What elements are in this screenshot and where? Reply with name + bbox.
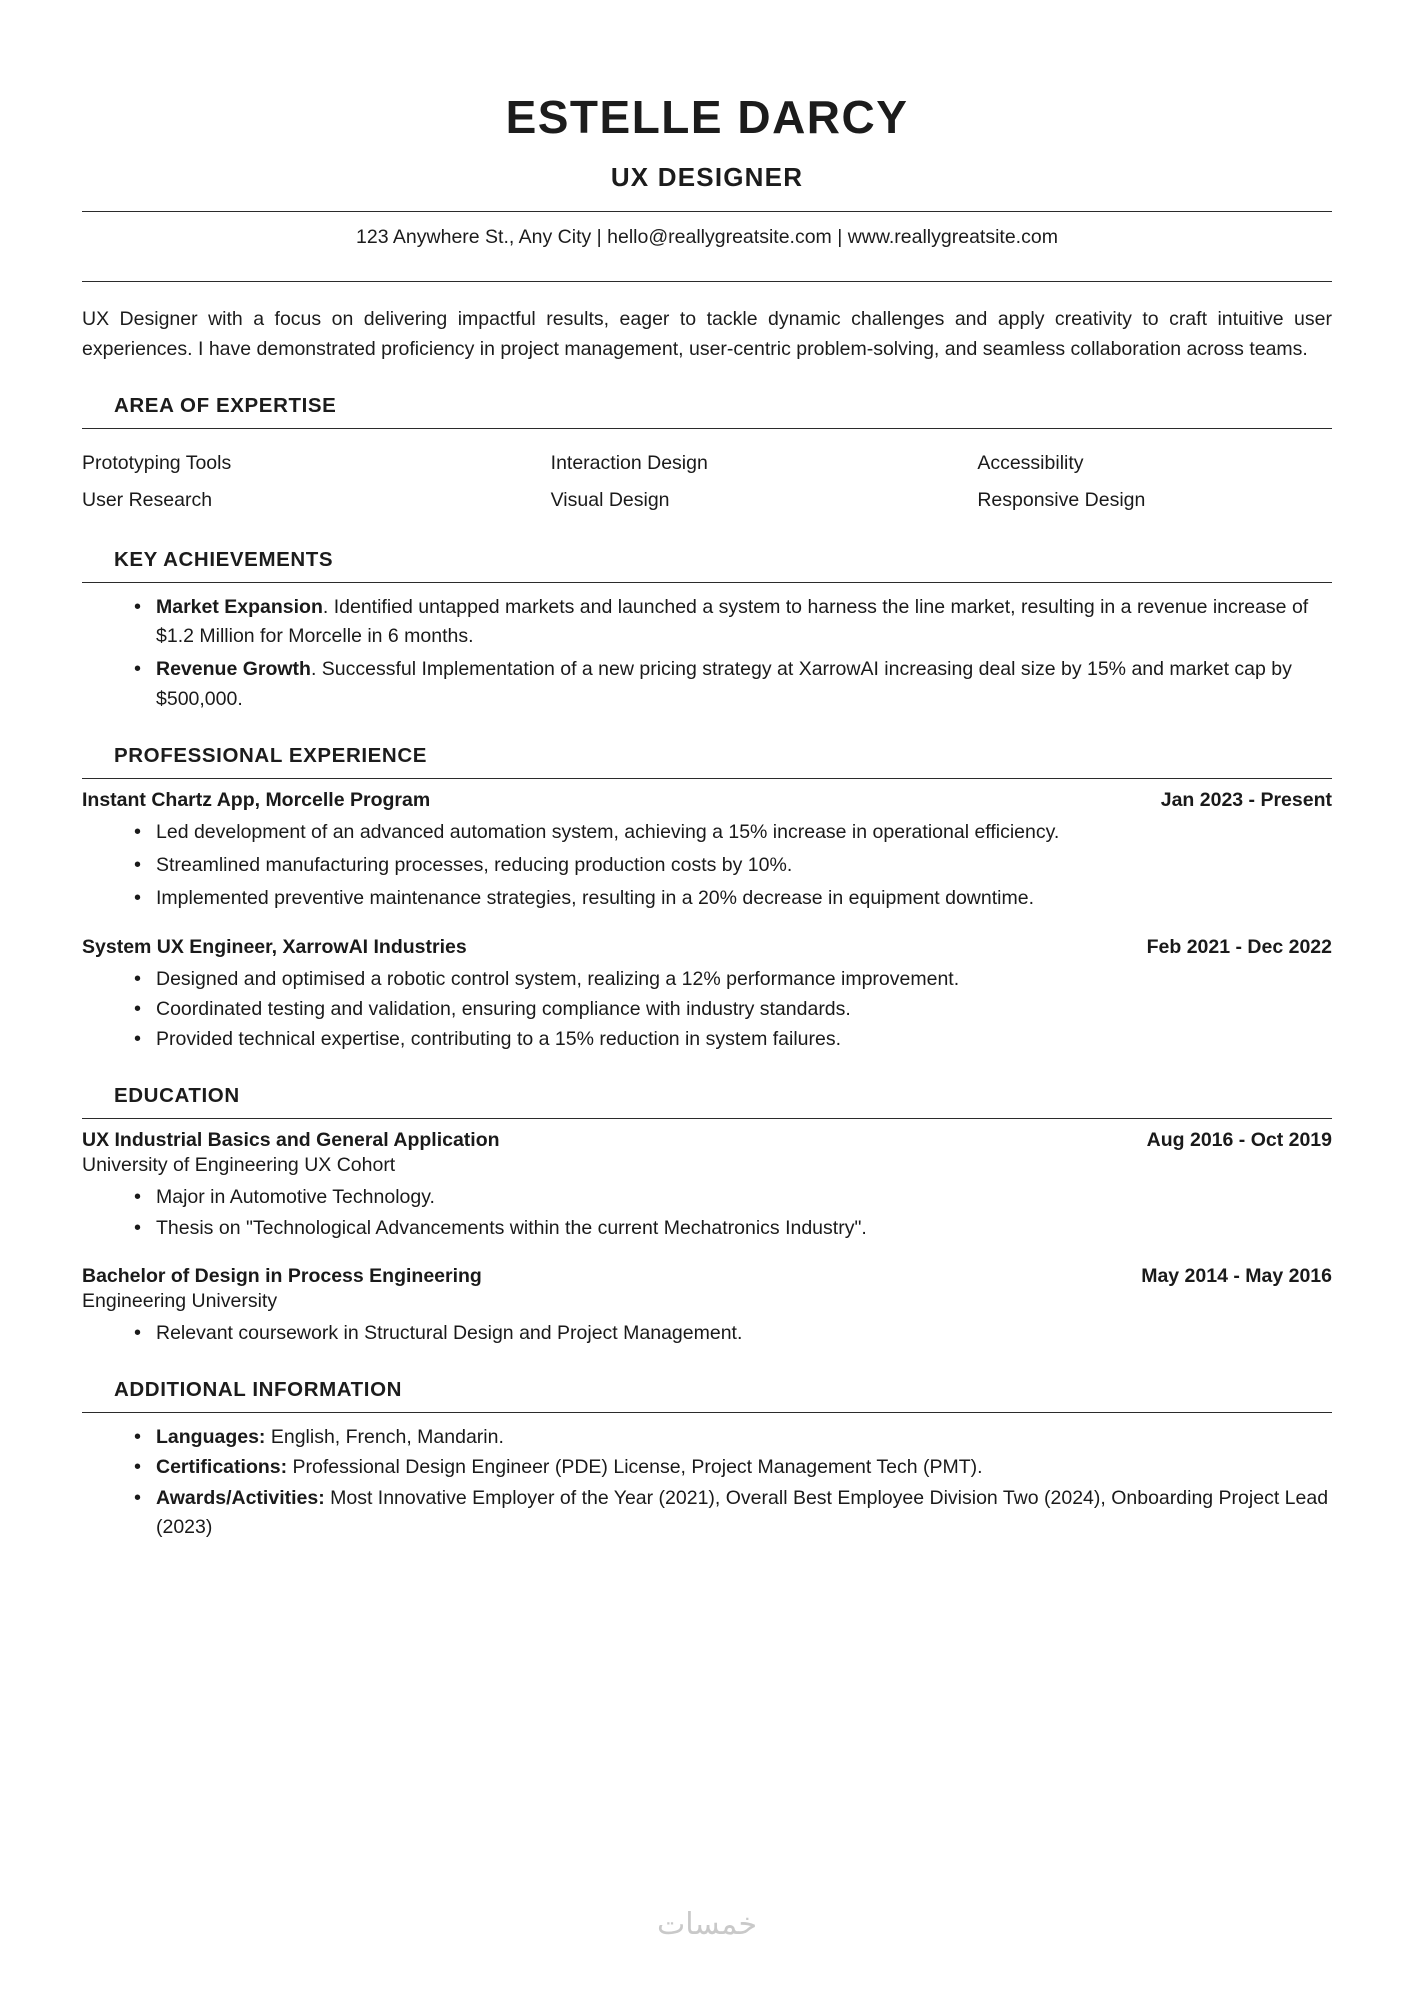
section-additional <box>82 1378 1332 1542</box>
section-rule-achievements <box>82 582 1332 583</box>
list-item: • Thesis on "Technological Advancements within the current Mechatronics Industry". <box>134 1214 1332 1243</box>
list-item: • Relevant coursework in Structural Design and Project Management. <box>134 1319 1332 1348</box>
education-school: Engineering University <box>82 1289 278 1312</box>
education-bullets <box>82 1319 1332 1348</box>
contact-line: 123 Anywhere St., Any City | hello@reallygreatsite.com | www.reallygreatsite.com <box>356 226 1058 248</box>
list-item <box>134 1484 1332 1543</box>
achievement-lead: Market Expansion <box>156 595 323 618</box>
section-title-expertise: AREA OF EXPERTISE <box>114 394 337 418</box>
additional-text: English, French, Mandarin. <box>265 1426 504 1449</box>
expertise-column-2 <box>509 445 906 518</box>
achievements-list <box>82 593 1332 714</box>
experience-role: Instant Chartz App, Morcelle Program <box>82 788 431 811</box>
expertise-grid <box>82 439 1332 518</box>
experience-role: System UX Engineer, XarrowAI Industries <box>82 935 467 958</box>
expertise-column-3 <box>935 445 1332 518</box>
list-item: • Streamlined manufacturing processes, reducing production costs by 10%. <box>134 851 1332 880</box>
list-item <box>134 593 1332 652</box>
education-bullets <box>82 1183 1332 1243</box>
list-item <box>134 655 1332 714</box>
additional-lead: Languages: <box>156 1426 266 1449</box>
section-title-additional: ADDITIONAL INFORMATION <box>114 1378 403 1402</box>
additional-text: Most Innovative Employer of the Year (2021), Overall Best Employee Division Two (2024), Onboarding Project Lead (2023) <box>156 1486 1329 1538</box>
education-entry <box>82 1265 1332 1348</box>
list-item: • Provided technical expertise, contributing to a 15% reduction in system failures. <box>134 1025 1332 1054</box>
candidate-role: UX DESIGNER <box>610 162 804 192</box>
section-rule-additional <box>82 1412 1332 1413</box>
expertise-column-1 <box>82 445 479 518</box>
experience-entry <box>82 789 1332 914</box>
candidate-name: ESTELLE DARCY <box>505 91 909 143</box>
education-dates: May 2014 - May 2016 <box>1141 1264 1332 1287</box>
education-header <box>82 1265 1332 1288</box>
expertise-item: Accessibility <box>977 452 1084 475</box>
experience-dates: Feb 2021 - Dec 2022 <box>1146 935 1332 958</box>
section-expertise <box>82 394 1332 518</box>
experience-header <box>82 936 1332 959</box>
education-entry <box>82 1129 1332 1243</box>
list-item: • Implemented preventive maintenance strategies, resulting in a 20% decrease in equipment downtime. <box>134 884 1332 913</box>
experience-header <box>82 789 1332 812</box>
education-degree: Bachelor of Design in Process Engineering <box>82 1264 482 1287</box>
list-item <box>134 1423 1332 1452</box>
experience-bullets <box>82 965 1332 1055</box>
additional-list <box>82 1423 1332 1542</box>
section-title-education: EDUCATION <box>114 1084 240 1108</box>
list-item: • Major in Automotive Technology. <box>134 1183 1332 1212</box>
header-divider-bottom <box>82 281 1332 282</box>
section-experience <box>82 744 1332 1055</box>
section-education <box>82 1084 1332 1348</box>
additional-text: Professional Design Engineer (PDE) License, Project Management Tech (PMT). <box>287 1456 983 1479</box>
section-achievements <box>82 548 1332 714</box>
achievement-lead: Revenue Growth <box>156 658 311 681</box>
education-dates: Aug 2016 - Oct 2019 <box>1146 1129 1332 1152</box>
section-rule-experience <box>82 778 1332 779</box>
expertise-item: Responsive Design <box>977 488 1146 511</box>
education-header <box>82 1129 1332 1152</box>
achievement-text: . Successful Implementation of a new pricing strategy at XarrowAI increasing deal size by 15% and market cap by $500,000. <box>156 658 1292 710</box>
experience-dates: Jan 2023 - Present <box>1160 788 1332 811</box>
education-degree: UX Industrial Basics and General Application <box>82 1129 500 1152</box>
professional-summary: UX Designer with a focus on delivering impactful results, eager to tackle dynamic challenges and apply creativity to craft intuitive user experiences. I have demonstrated proficiency in project management, user-centric problem-solving, and seamless collaboration across teams. <box>82 308 1332 361</box>
section-rule-expertise <box>82 428 1332 429</box>
additional-lead: Certifications: <box>156 1456 288 1479</box>
section-title-achievements: KEY ACHIEVEMENTS <box>114 547 334 571</box>
experience-entry <box>82 936 1332 1055</box>
experience-bullets <box>82 818 1332 914</box>
list-item <box>134 1453 1332 1482</box>
list-item: • Coordinated testing and validation, ensuring compliance with industry standards. <box>134 995 1332 1024</box>
achievement-text: . Identified untapped markets and launched a system to harness the line market, resulting in a revenue increase of $1.2 Million for Morcelle in 6 months. <box>156 595 1309 648</box>
expertise-item: Prototyping Tools <box>82 452 232 475</box>
additional-lead: Awards/Activities: <box>156 1486 325 1509</box>
list-item: • Designed and optimised a robotic control system, realizing a 12% performance improvement. <box>134 965 1332 994</box>
section-rule-education <box>82 1118 1332 1119</box>
expertise-item: Visual Design <box>550 488 670 511</box>
education-school: University of Engineering UX Cohort <box>82 1154 396 1177</box>
watermark: خمسات <box>656 1907 758 1942</box>
section-title-experience: PROFESSIONAL EXPERIENCE <box>114 743 428 767</box>
expertise-item: Interaction Design <box>550 452 708 475</box>
expertise-item: User Research <box>82 488 213 511</box>
list-item: • Led development of an advanced automation system, achieving a 15% increase in operational efficiency. <box>134 818 1332 847</box>
